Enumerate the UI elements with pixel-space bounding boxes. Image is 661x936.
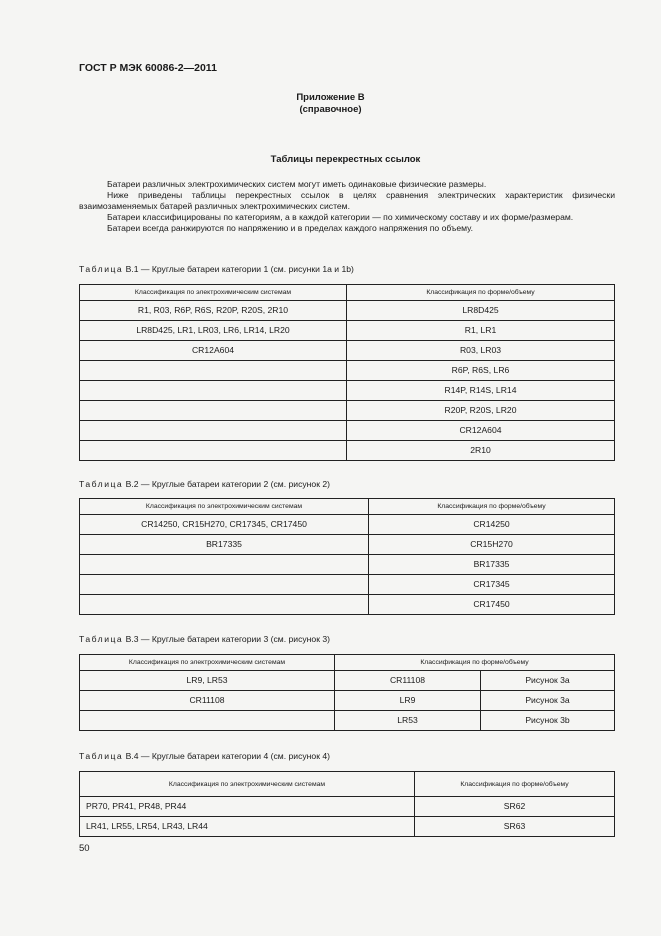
table-cell: CR14250, CR15H270, CR17345, CR17450	[80, 515, 369, 535]
table-cell: CR11108	[335, 671, 481, 691]
table-caption	[79, 634, 330, 644]
table-cell: CR17450	[369, 595, 615, 615]
table-cell: 2R10	[347, 441, 615, 461]
table-b2	[79, 498, 615, 615]
table-caption	[79, 479, 330, 489]
table-cell: BR17335	[80, 535, 369, 555]
table-cell: R6P, R6S, LR6	[347, 361, 615, 381]
table-cell: SR62	[415, 797, 615, 817]
table-cell: CR12A604	[80, 341, 347, 361]
table-row	[80, 575, 615, 595]
table-b4	[79, 771, 615, 837]
table-label: Таблица	[79, 751, 124, 761]
table-row	[80, 341, 615, 361]
table-row	[80, 691, 615, 711]
column-header: Классификация по форме/объему	[347, 285, 615, 301]
table-cell: R14P, R14S, LR14	[347, 381, 615, 401]
section-title: Таблицы перекрестных ссылок	[270, 154, 421, 165]
table-label: Таблица	[79, 634, 124, 644]
table-caption	[79, 264, 354, 274]
column-header: Классификация по электрохимическим системам	[80, 655, 335, 671]
table-cell: Рисунок 3b	[481, 711, 615, 731]
column-header: Классификация по электрохимическим системам	[80, 772, 415, 797]
paragraph: Батареи классифицированы по категориям, а в каждой категории — по химическому составу и их форме/размерам.	[107, 212, 574, 222]
paragraph: Батареи различных электрохимических систем могут иметь одинаковые физические размеры.	[107, 179, 487, 189]
table-cell: PR70, PR41, PR48, PR44	[80, 797, 415, 817]
table-cell: SR63	[415, 817, 615, 837]
table-row	[80, 535, 615, 555]
table-row	[80, 671, 615, 691]
column-header: Классификация по форме/объему	[369, 499, 615, 515]
appendix-subtitle: (справочное)	[299, 104, 362, 115]
table-cell	[80, 595, 369, 615]
table-cell: CR15H270	[369, 535, 615, 555]
table-label: Таблица	[79, 264, 124, 274]
table-cell	[80, 361, 347, 381]
table-row	[80, 361, 615, 381]
table-cell: R20P, R20S, LR20	[347, 401, 615, 421]
table-cell: CR11108	[80, 691, 335, 711]
table-row	[80, 301, 615, 321]
table-caption-text: В.1 — Круглые батареи категории 1 (см. рисунки 1а и 1b)	[123, 264, 354, 274]
table-caption-text: В.3 — Круглые батареи категории 3 (см. рисунок 3)	[123, 634, 330, 644]
table-row	[80, 515, 615, 535]
column-header: Классификация по электрохимическим системам	[80, 285, 347, 301]
table-cell: LR41, LR55, LR54, LR43, LR44	[80, 817, 415, 837]
paragraph: Ниже приведены таблицы перекрестных ссылок в целях сравнения электрических характеристик физически взаимозаменяемых батарей различных электрохимических систем.	[79, 190, 615, 211]
column-header: Классификация по форме/объему	[415, 772, 615, 797]
table-cell: CR14250	[369, 515, 615, 535]
table-row	[80, 595, 615, 615]
table-cell: BR17335	[369, 555, 615, 575]
table-cell: LR9	[335, 691, 481, 711]
table-cell: Рисунок 3а	[481, 691, 615, 711]
table-b1	[79, 284, 615, 461]
intro-text	[79, 179, 615, 234]
document-header: ГОСТ Р МЭК 60086-2—2011	[79, 62, 217, 74]
table-cell	[80, 575, 369, 595]
table-row	[80, 711, 615, 731]
page-number: 50	[79, 843, 90, 854]
table-cell: LR53	[335, 711, 481, 731]
table-row	[80, 441, 615, 461]
table-cell	[80, 711, 335, 731]
table-cell	[80, 441, 347, 461]
table-row	[80, 381, 615, 401]
table-label: Таблица	[79, 479, 124, 489]
table-row	[80, 797, 615, 817]
table-cell: LR8D425, LR1, LR03, LR6, LR14, LR20	[80, 321, 347, 341]
table-row	[80, 401, 615, 421]
table-cell: R1, LR1	[347, 321, 615, 341]
table-row	[80, 817, 615, 837]
table-cell	[80, 401, 347, 421]
table-b3	[79, 654, 615, 731]
table-row	[80, 321, 615, 341]
table-cell: LR9, LR53	[80, 671, 335, 691]
table-caption-text: В.4 — Круглые батареи категории 4 (см. рисунок 4)	[123, 751, 330, 761]
table-cell	[80, 381, 347, 401]
table-caption	[79, 751, 330, 761]
paragraph: Батареи всегда ранжируются по напряжению и в пределах каждого напряжения по объему.	[107, 223, 473, 233]
table-cell: LR8D425	[347, 301, 615, 321]
table-caption-text: В.2 — Круглые батареи категории 2 (см. рисунок 2)	[123, 479, 330, 489]
appendix-title: Приложение В	[296, 92, 365, 103]
table-cell: R1, R03, R6P, R6S, R20P, R20S, 2R10	[80, 301, 347, 321]
table-cell: CR17345	[369, 575, 615, 595]
column-header: Классификация по электрохимическим системам	[80, 499, 369, 515]
table-cell: CR12A604	[347, 421, 615, 441]
table-cell	[80, 555, 369, 575]
table-cell: Рисунок 3а	[481, 671, 615, 691]
column-header: Классификация по форме/объему	[335, 655, 615, 671]
table-row	[80, 421, 615, 441]
table-row	[80, 555, 615, 575]
table-cell: R03, LR03	[347, 341, 615, 361]
table-cell	[80, 421, 347, 441]
